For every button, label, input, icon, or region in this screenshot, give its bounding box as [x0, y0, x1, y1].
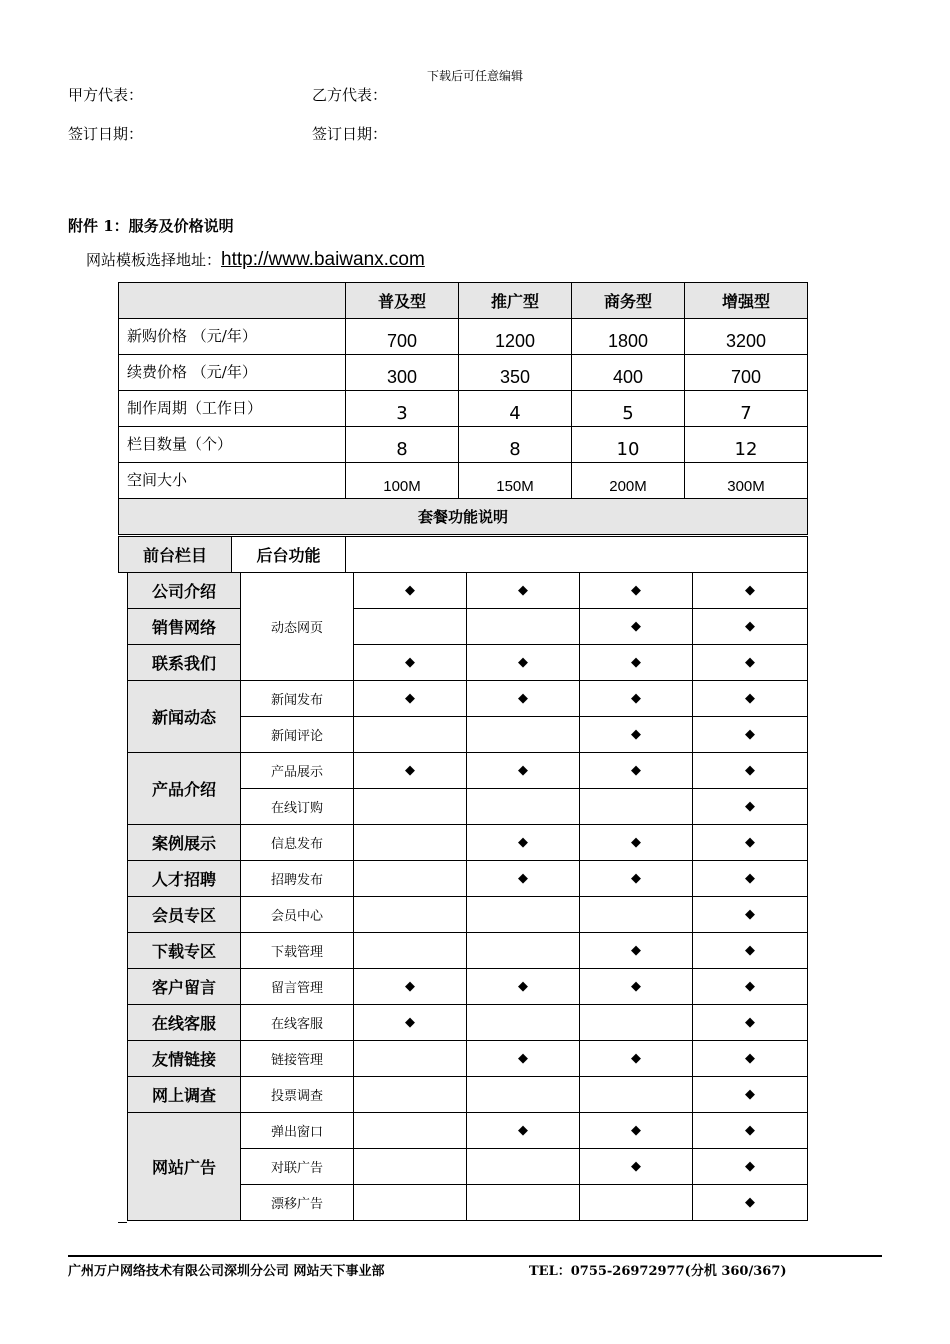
feature-row: [128, 681, 808, 717]
empty-mark-cell: [354, 1149, 467, 1185]
diamond-mark-icon: ◆: [354, 969, 467, 1005]
empty-mark-cell: [354, 789, 467, 825]
diamond-mark-icon: ◆: [693, 1185, 808, 1221]
diamond-mark-icon: ◆: [580, 717, 693, 753]
feature-header-row: [119, 537, 808, 573]
diamond-mark-icon: ◆: [467, 825, 580, 861]
empty-mark-cell: [580, 1185, 693, 1221]
header-note: 下载后可任意编辑: [426, 69, 523, 83]
empty-mark-cell: [354, 609, 467, 645]
back-function-cell: 链接管理: [241, 1041, 354, 1077]
diamond-mark-icon: ◆: [467, 861, 580, 897]
footer-company: 广州万户网络技术有限公司深圳分公司 网站天下事业部: [68, 1264, 385, 1279]
price-cell: 300: [346, 355, 459, 391]
front-column-cell: 案例展示: [128, 825, 241, 861]
diamond-mark-icon: ◆: [580, 969, 693, 1005]
row-label: 续费价格 （元/年）: [119, 355, 346, 391]
front-column-cell: 人才招聘: [128, 861, 241, 897]
diamond-mark-icon: ◆: [580, 609, 693, 645]
empty-mark-cell: [580, 897, 693, 933]
empty-mark-cell: [354, 717, 467, 753]
section-title-row: [119, 499, 808, 535]
back-function-cell: 在线客服: [241, 1005, 354, 1041]
feature-header-table: [118, 536, 808, 573]
diamond-mark-icon: ◆: [354, 753, 467, 789]
price-cell: 150M: [459, 463, 572, 499]
feature-row: [128, 825, 808, 861]
diamond-mark-icon: ◆: [467, 1041, 580, 1077]
empty-mark-cell: [580, 1077, 693, 1113]
front-column-cell: 会员专区: [128, 897, 241, 933]
diamond-mark-icon: ◆: [693, 609, 808, 645]
feature-row: [128, 1041, 808, 1077]
diamond-mark-icon: ◆: [580, 681, 693, 717]
back-function-cell: 漂移广告: [241, 1185, 354, 1221]
back-function-cell: 信息发布: [241, 825, 354, 861]
feature-table: [127, 572, 808, 1221]
back-function-cell: 弹出窗口: [241, 1113, 354, 1149]
empty-mark-cell: [580, 1005, 693, 1041]
sign-date-b-label: 签订日期：: [312, 125, 388, 143]
diamond-mark-icon: ◆: [693, 1149, 808, 1185]
feature-row: [128, 573, 808, 609]
price-row-space: [119, 463, 808, 499]
diamond-mark-icon: ◆: [693, 645, 808, 681]
front-column-cell: 下载专区: [128, 933, 241, 969]
price-cell: 700: [685, 355, 808, 391]
empty-mark-cell: [467, 1005, 580, 1041]
front-column-header: 前台栏目: [119, 537, 232, 573]
template-site-label: 网站模板选择地址：: [86, 251, 222, 269]
feature-row: [128, 1077, 808, 1113]
feature-row: [128, 933, 808, 969]
footer-tel: TEL：0755-26972977(分机 360/367): [529, 1264, 787, 1279]
diamond-mark-icon: ◆: [693, 1113, 808, 1149]
empty-mark-cell: [354, 1077, 467, 1113]
back-function-cell: 会员中心: [241, 897, 354, 933]
back-function-cell: 对联广告: [241, 1149, 354, 1185]
template-site-line: [86, 249, 425, 271]
diamond-mark-icon: ◆: [580, 1041, 693, 1077]
price-cell: 8: [346, 427, 459, 463]
table-edge-tick: [118, 1222, 127, 1223]
empty-mark-cell: [354, 1041, 467, 1077]
column-header: 普及型: [346, 283, 459, 319]
diamond-mark-icon: ◆: [580, 1149, 693, 1185]
empty-mark-cell: [467, 897, 580, 933]
back-function-cell: 在线订购: [241, 789, 354, 825]
empty-mark-cell: [354, 861, 467, 897]
price-cell: 300M: [685, 463, 808, 499]
diamond-mark-icon: ◆: [693, 681, 808, 717]
column-header: 增强型: [685, 283, 808, 319]
price-cell: 3: [346, 391, 459, 427]
diamond-mark-icon: ◆: [580, 825, 693, 861]
column-header: 商务型: [572, 283, 685, 319]
empty-mark-cell: [354, 933, 467, 969]
price-cell: 3200: [685, 319, 808, 355]
back-column-header: 后台功能: [232, 537, 346, 573]
price-cell: 1200: [459, 319, 572, 355]
empty-mark-cell: [467, 933, 580, 969]
empty-mark-cell: [467, 1185, 580, 1221]
diamond-mark-icon: ◆: [693, 717, 808, 753]
diamond-mark-icon: ◆: [693, 825, 808, 861]
price-row-renew: [119, 355, 808, 391]
row-label: 栏目数量（个）: [119, 427, 346, 463]
diamond-mark-icon: ◆: [580, 753, 693, 789]
back-function-cell: 新闻发布: [241, 681, 354, 717]
back-function-cell: 动态网页: [241, 573, 354, 681]
party-b-rep-label: 乙方代表：: [312, 86, 388, 104]
diamond-mark-icon: ◆: [580, 573, 693, 609]
attachment-title: 附件 1：服务及价格说明: [68, 217, 234, 235]
price-cell: 100M: [346, 463, 459, 499]
diamond-mark-icon: ◆: [580, 645, 693, 681]
price-cell: 7: [685, 391, 808, 427]
diamond-mark-icon: ◆: [467, 1113, 580, 1149]
diamond-mark-icon: ◆: [580, 933, 693, 969]
front-column-cell: 友情链接: [128, 1041, 241, 1077]
diamond-mark-icon: ◆: [580, 1113, 693, 1149]
price-row-period: [119, 391, 808, 427]
diamond-mark-icon: ◆: [354, 573, 467, 609]
front-column-cell: 公司介绍: [128, 573, 241, 609]
diamond-mark-icon: ◆: [467, 645, 580, 681]
back-function-cell: 留言管理: [241, 969, 354, 1005]
diamond-mark-icon: ◆: [693, 1005, 808, 1041]
front-column-cell: 网站广告: [128, 1113, 241, 1221]
diamond-mark-icon: ◆: [693, 861, 808, 897]
price-row-columns: [119, 427, 808, 463]
diamond-mark-icon: ◆: [467, 969, 580, 1005]
front-column-cell: 联系我们: [128, 645, 241, 681]
feature-row: [128, 645, 808, 681]
empty-mark-cell: [354, 897, 467, 933]
feature-row: [128, 1005, 808, 1041]
diamond-mark-icon: ◆: [693, 1077, 808, 1113]
row-label: 制作周期（工作日）: [119, 391, 346, 427]
front-column-cell: 客户留言: [128, 969, 241, 1005]
diamond-mark-icon: ◆: [354, 1005, 467, 1041]
diamond-mark-icon: ◆: [580, 861, 693, 897]
row-label: 空间大小: [119, 463, 346, 499]
price-cell: 1800: [572, 319, 685, 355]
party-a-rep-label: 甲方代表：: [68, 86, 144, 104]
back-function-cell: 下载管理: [241, 933, 354, 969]
empty-mark-cell: [354, 825, 467, 861]
front-column-cell: 销售网络: [128, 609, 241, 645]
diamond-mark-icon: ◆: [467, 681, 580, 717]
empty-mark-cell: [580, 789, 693, 825]
diamond-mark-icon: ◆: [693, 933, 808, 969]
front-column-cell: 新闻动态: [128, 681, 241, 753]
price-cell: 8: [459, 427, 572, 463]
diamond-mark-icon: ◆: [693, 789, 808, 825]
back-function-cell: 招聘发布: [241, 861, 354, 897]
back-function-cell: 投票调查: [241, 1077, 354, 1113]
front-column-cell: 在线客服: [128, 1005, 241, 1041]
price-cell: 5: [572, 391, 685, 427]
price-cell: 350: [459, 355, 572, 391]
feature-row: [128, 969, 808, 1005]
diamond-mark-icon: ◆: [693, 897, 808, 933]
feature-row: [128, 1113, 808, 1149]
diamond-mark-icon: ◆: [693, 753, 808, 789]
section-title: 套餐功能说明: [119, 499, 808, 535]
price-cell: 400: [572, 355, 685, 391]
back-function-cell: 产品展示: [241, 753, 354, 789]
diamond-mark-icon: ◆: [354, 681, 467, 717]
front-column-cell: 网上调查: [128, 1077, 241, 1113]
empty-mark-cell: [354, 1185, 467, 1221]
diamond-mark-icon: ◆: [693, 969, 808, 1005]
column-header: 推广型: [459, 283, 572, 319]
footer-rule: [68, 1255, 882, 1257]
diamond-mark-icon: ◆: [467, 573, 580, 609]
price-cell: 12: [685, 427, 808, 463]
empty-mark-cell: [467, 717, 580, 753]
price-cell: 200M: [572, 463, 685, 499]
empty-mark-cell: [354, 1113, 467, 1149]
price-row-new: [119, 319, 808, 355]
price-cell: 700: [346, 319, 459, 355]
feature-row: [128, 753, 808, 789]
price-cell: 10: [572, 427, 685, 463]
price-header-blank: [119, 283, 346, 319]
sign-date-a-label: 签订日期：: [68, 125, 144, 143]
diamond-mark-icon: ◆: [467, 753, 580, 789]
feature-row: [128, 897, 808, 933]
price-table: [118, 282, 808, 535]
feature-header-blank: [346, 537, 808, 573]
front-column-cell: 产品介绍: [128, 753, 241, 825]
diamond-mark-icon: ◆: [693, 1041, 808, 1077]
diamond-mark-icon: ◆: [354, 645, 467, 681]
empty-mark-cell: [467, 1149, 580, 1185]
feature-row: [128, 609, 808, 645]
price-header-row: [119, 283, 808, 319]
diamond-mark-icon: ◆: [693, 573, 808, 609]
price-cell: 4: [459, 391, 572, 427]
empty-mark-cell: [467, 1077, 580, 1113]
empty-mark-cell: [467, 609, 580, 645]
row-label: 新购价格 （元/年）: [119, 319, 346, 355]
empty-mark-cell: [467, 789, 580, 825]
template-site-link[interactable]: http://www.baiwanx.com: [221, 249, 425, 270]
back-function-cell: 新闻评论: [241, 717, 354, 753]
feature-row: [128, 861, 808, 897]
